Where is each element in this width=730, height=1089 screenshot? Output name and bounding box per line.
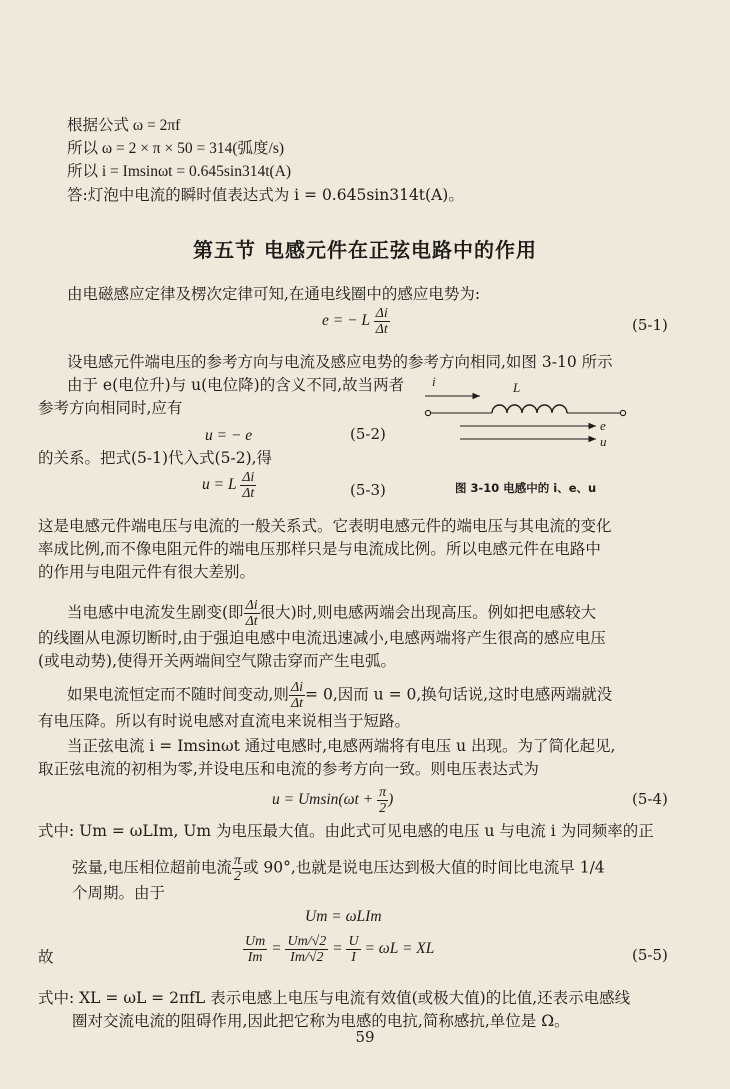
inductor-coil	[492, 405, 567, 413]
paragraph-2-line-3: 参考方向相同时,应有	[38, 399, 183, 417]
paragraph-5-line-3: (或电动势),使得开关两端间空气隙击穿而产生电弧。	[38, 652, 397, 670]
page-number: 59	[355, 1028, 375, 1046]
equation-5-1	[322, 306, 390, 337]
paragraph-8-line-2	[72, 853, 605, 884]
eq4-num: π	[379, 785, 387, 800]
p6-fraction	[289, 680, 305, 711]
eq5-fraction-1	[243, 934, 267, 965]
eq4-text-b: )	[388, 791, 394, 809]
paragraph-5-line-2: 的线圈从电源切断时,由于强迫电感中电流迅速减小,电感两端将产生很高的感应电压	[38, 629, 606, 647]
eq5-f2-den: Im/√2	[290, 950, 324, 965]
p5-text-b: 很大)时,则电感两端会出现高压。例如把电感较大	[259, 603, 597, 622]
paragraph-8-line-3: 个周期。由于	[72, 884, 166, 902]
intro-line-1: 根据公式 ω = 2πf	[67, 117, 181, 134]
equation-number-5-1: (5-1)	[632, 316, 668, 334]
paragraph-7-line-1: 当正弦电流 i = Imsinωt 通过电感时,电感两端将有电压 u 出现。为了简化起见,	[67, 737, 616, 755]
right-terminal	[620, 410, 625, 415]
paragraph-2-line-2: 由于 e(电位升)与 u(电位降)的含义不同,故当两者	[67, 376, 405, 394]
eq1-lhs: e = − L	[322, 312, 370, 330]
equation-5-5-prefix: 故	[38, 948, 54, 966]
eq5-fraction-2	[285, 934, 328, 965]
section-title: 第五节 电感元件在正弦电路中的作用	[193, 238, 537, 262]
eq5-tail: = ωL = XL	[364, 940, 435, 958]
equation-number-5-4: (5-4)	[632, 790, 668, 808]
paragraph-6-line-1	[67, 680, 612, 711]
eq3-den: Δt	[242, 486, 255, 501]
paragraph-8-line-1: 式中: Um = ωLIm, Um 为电压最大值。由此式可见电感的电压 u 与电流 i 为同频率的正	[38, 822, 654, 840]
label-u: u	[600, 434, 607, 449]
label-e: e	[600, 418, 606, 433]
intro-line-2: 所以 ω = 2 × π × 50 = 314(弧度/s)	[67, 140, 285, 157]
p6-num: Δi	[290, 680, 304, 695]
eq5-f3-den: I	[351, 950, 356, 965]
equation-5-5: $\frac{Um}{Im}$ = $\frac{Um/√2}{Im/√2}$ = $\frac{U}{I}$ = ωL = XL	[245, 934, 435, 965]
paragraph-1: 由电磁感应定律及楞次定律可知,在通电线圈中的感应电势为:	[67, 285, 481, 303]
label-i: i	[432, 374, 436, 389]
equation-5-2: u = − e	[205, 427, 253, 444]
equation-number-5-3: (5-3)	[350, 481, 386, 499]
equation-number-5-5: (5-5)	[632, 946, 668, 964]
equation-um: Um = ωLIm	[305, 908, 382, 925]
figure-caption: 图 3-10 电感中的 i、e、u	[455, 481, 597, 495]
p6-text-a: 如果电流恒定而不随时间变动,则	[67, 685, 289, 704]
equation-5-4	[272, 785, 393, 816]
eq4-den: 2	[379, 801, 387, 816]
intro-line-3: 所以 i = Imsinωt = 0.645sin314t(A)	[67, 163, 292, 180]
paragraph-6-line-2: 有电压降。所以有时说电感对直流电来说相当于短路。	[38, 712, 411, 730]
eq3-fraction	[240, 470, 256, 501]
paragraph-4-line-2: 率成比例,而不像电阻元件的端电压那样只是与电流成比例。所以电感元件在电路中	[38, 540, 601, 558]
p5-num: Δi	[245, 598, 258, 613]
paragraph-5-line-1	[67, 598, 596, 629]
equation-number-5-2: (5-2)	[350, 425, 386, 443]
eq1-den: Δt	[375, 322, 388, 337]
eq4-text-a: u = Umsin(ωt +	[272, 791, 378, 809]
p6-den: Δt	[290, 696, 304, 711]
eq5-f1-num: Um	[245, 934, 266, 949]
eq1-num: Δi	[375, 306, 388, 321]
paragraph-4-line-1: 这是电感元件端电压与电流的一般关系式。它表明电感元件的端电压与其电流的变化	[38, 517, 612, 535]
paragraph-2-line-1: 设电感元件端电压的参考方向与电流及感应电势的参考方向相同,如图 3-10 所示	[67, 353, 613, 371]
eq3-lhs: u = L	[202, 476, 237, 494]
label-L: L	[513, 380, 521, 395]
paragraph-9-line-1: 式中: XL = ωL = 2πfL 表示电感上电压与电流有效值(或极大值)的比值,还表示电感线	[38, 989, 631, 1007]
eq5-f3-num: U	[348, 934, 359, 949]
paragraph-3: 的关系。把式(5-1)代入式(5-2),得	[38, 449, 273, 467]
paragraph-4-line-3: 的作用与电阻元件有很大差别。	[38, 563, 256, 581]
p8-fraction	[232, 853, 243, 884]
equation-5-3	[202, 470, 256, 501]
paragraph-7-line-2: 取正弦电流的初相为零,并设电压和电流的参考方向一致。则电压表达式为	[38, 760, 539, 778]
p5-den: Δt	[245, 614, 258, 629]
eq5-fraction-3	[346, 934, 360, 965]
p5-fraction	[244, 598, 260, 629]
p8-text-a: 弦量,电压相位超前电流	[72, 858, 232, 877]
eq5-f2-num: Um/√2	[287, 934, 327, 949]
p6-text-b: = 0,因而 u = 0,换句话说,这时电感两端就没	[305, 685, 613, 704]
left-terminal	[425, 410, 430, 415]
inductor-figure	[420, 372, 635, 472]
eq1-fraction	[374, 306, 390, 337]
paragraph-9-line-2: 圈对交流电流的阻碍作用,因此把它称为电感的电抗,简称感抗,单位是 Ω。	[72, 1012, 570, 1030]
p8-text-b: 或 90°,也就是说电压达到极大值的时间比电流早 1/4	[242, 858, 605, 877]
eq5-f1-den: Im	[247, 950, 263, 965]
eq4-fraction	[377, 785, 388, 816]
p5-text-a: 当电感中电流发生剧变(即	[67, 603, 244, 622]
eq3-num: Δi	[242, 470, 255, 485]
intro-answer: 答:灯泡中电流的瞬时值表达式为 i = 0.645sin314t(A)。	[67, 186, 464, 204]
p8-num: π	[233, 853, 241, 868]
p8-den: 2	[233, 869, 241, 884]
